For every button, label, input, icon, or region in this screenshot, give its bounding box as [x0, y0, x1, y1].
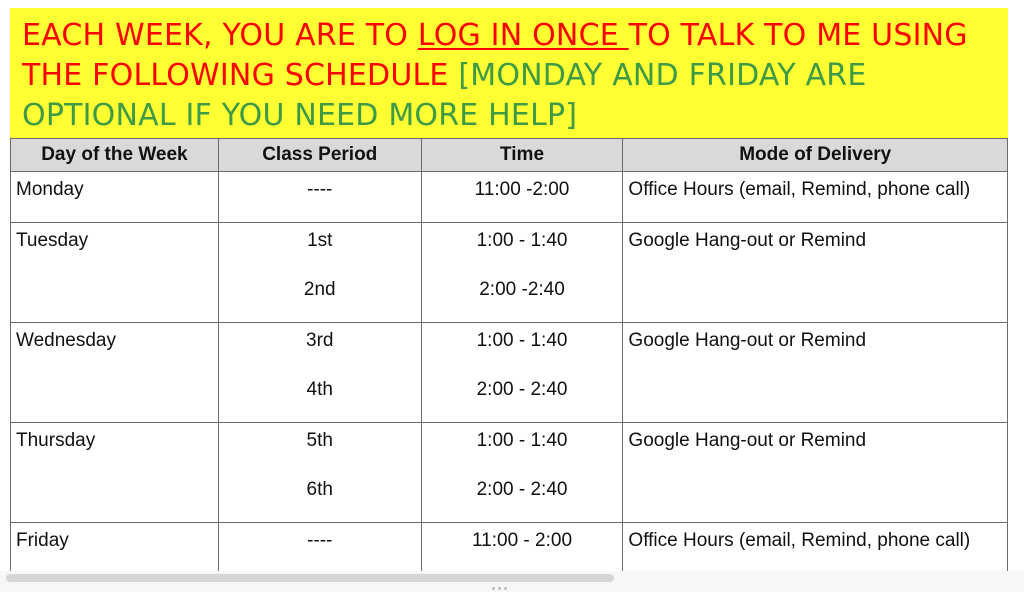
cell-day	[11, 172, 219, 223]
banner-optional-note: [MONDAY AND FRIDAY ARE OPTIONAL IF YOU NEED MORE HELP]	[22, 58, 867, 133]
cell-mode-of-delivery	[623, 522, 1008, 573]
table-row	[11, 522, 1008, 573]
table-row	[11, 322, 1008, 422]
cell-mode-of-delivery-value: Google Hang-out or Remind	[628, 229, 867, 251]
cell-class-period	[218, 322, 421, 422]
table-row	[11, 172, 1008, 223]
cell-class-period-value: 4th	[306, 379, 333, 400]
cell-time-value: 2:00 - 2:40	[476, 379, 568, 400]
cell-class-period-value: 3rd	[306, 329, 334, 351]
banner-text-intro: EACH WEEK, YOU ARE TO	[22, 18, 418, 53]
cell-class-period	[218, 522, 421, 573]
cell-time-value: 1:00 - 1:40	[476, 329, 568, 351]
cell-class-period	[218, 222, 421, 322]
instructions-banner	[10, 8, 1008, 138]
table-row	[11, 222, 1008, 322]
cell-mode-of-delivery	[623, 172, 1008, 223]
cell-day-value: Thursday	[16, 429, 96, 451]
cell-day	[11, 522, 219, 573]
cell-class-period-value: 1st	[307, 229, 333, 251]
cell-class-period	[218, 172, 421, 223]
header-class-period: Class Period	[218, 139, 421, 172]
cell-class-period-value: 2nd	[303, 279, 336, 300]
cell-time	[421, 522, 623, 573]
schedule-table-body	[11, 172, 1008, 573]
cell-mode-of-delivery	[623, 322, 1008, 422]
cell-time	[421, 322, 623, 422]
cell-day-value: Friday	[16, 529, 69, 551]
cell-time-value: 2:00 -2:40	[479, 279, 565, 300]
cell-time-value: 11:00 - 2:00	[472, 529, 573, 551]
cell-day-value: Monday	[16, 179, 84, 200]
cell-time	[421, 222, 623, 322]
table-header-row	[11, 139, 1008, 172]
resize-handle-icon[interactable]	[492, 587, 512, 591]
cell-time-value: 1:00 - 1:40	[476, 229, 568, 251]
cell-mode-of-delivery	[623, 422, 1008, 522]
cell-day-value: Wednesday	[16, 329, 116, 351]
cell-time	[421, 172, 623, 223]
header-time: Time	[421, 139, 623, 172]
cell-class-period-value: 6th	[306, 479, 333, 500]
banner-text-underlined: LOG IN ONCE	[417, 18, 629, 53]
cell-time-value: 2:00 - 2:40	[476, 479, 568, 500]
cell-time	[421, 422, 623, 522]
table-row	[11, 422, 1008, 522]
cell-mode-of-delivery-value: Office Hours (email, Remind, phone call)	[628, 179, 971, 200]
header-day: Day of the Week	[11, 139, 219, 172]
cell-class-period	[218, 422, 421, 522]
cell-day	[11, 222, 219, 322]
cell-mode-of-delivery-value: Office Hours (email, Remind, phone call)	[628, 529, 971, 551]
cell-class-period-value: ----	[307, 179, 333, 200]
header-mode-of-delivery: Mode of Delivery	[623, 139, 1008, 172]
cell-day	[11, 422, 219, 522]
schedule-table	[10, 138, 1008, 573]
cell-time-value: 11:00 -2:00	[474, 179, 570, 200]
cell-mode-of-delivery-value: Google Hang-out or Remind	[628, 329, 867, 351]
cell-class-period-value: 5th	[306, 429, 333, 451]
cell-time-value: 1:00 - 1:40	[476, 429, 568, 451]
cell-day-value: Tuesday	[16, 229, 89, 251]
horizontal-scrollbar-thumb[interactable]	[6, 574, 614, 582]
cell-class-period-value: ----	[307, 529, 333, 551]
cell-day	[11, 322, 219, 422]
cell-mode-of-delivery-value: Google Hang-out or Remind	[628, 429, 867, 451]
banner-text-schedule: TO TALK TO ME USING THE FOLLOWING SCHEDULE	[22, 18, 968, 93]
cell-mode-of-delivery	[623, 222, 1008, 322]
